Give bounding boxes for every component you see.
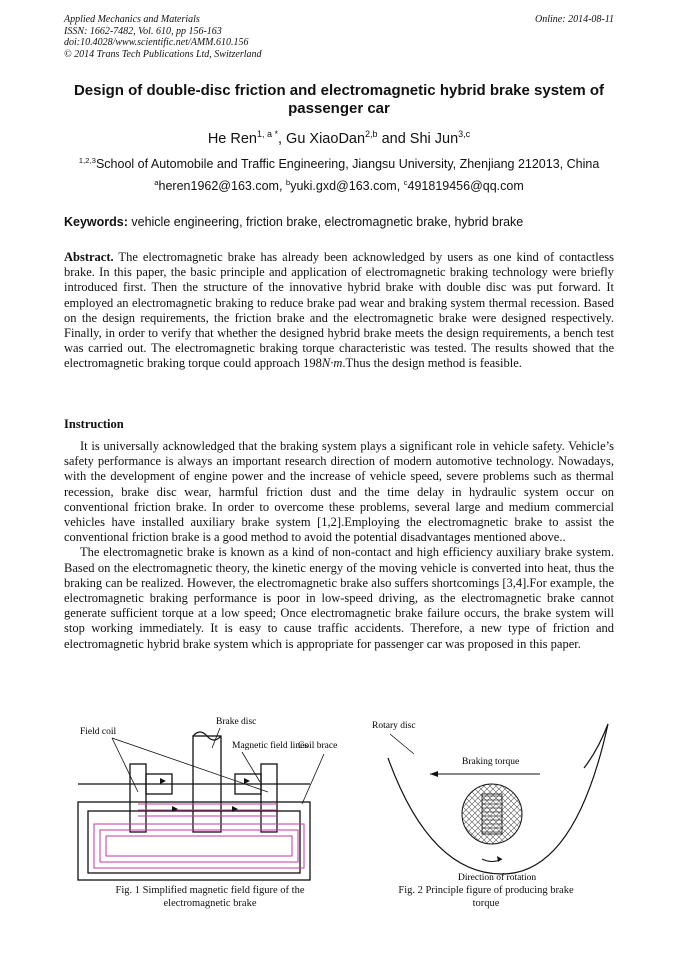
author-3-sup: 3,c <box>458 129 471 140</box>
online-date: Online: 2014-08-11 <box>535 14 614 25</box>
doi: doi:10.4028/www.scientific.net/AMM.610.156 <box>64 37 249 48</box>
affiliation-text: School of Automobile and Traffic Engineering, Jiangsu University, Zhenjiang 212013, China <box>95 157 600 171</box>
coil-brace-label: Coil brace <box>298 741 337 751</box>
author-2: Gu XiaoDan <box>286 131 366 147</box>
arrow-marks <box>160 778 250 812</box>
author-3: Shi Jun <box>409 131 459 147</box>
email-a-sup: a <box>154 177 159 187</box>
abstract-end: .Thus the design method is feasible. <box>342 356 522 371</box>
keywords-label: Keywords: <box>64 215 128 229</box>
email-c-sup: c <box>403 177 408 187</box>
issn: ISSN: 1662-7482, Vol. 610, pp 156-163 <box>64 25 222 37</box>
affiliation-sup: 1,2,3 <box>78 155 96 165</box>
figure-2-caption: Fig. 2 Principle figure of producing brake torque <box>398 885 574 909</box>
coil-brace-inner <box>88 811 300 873</box>
pole-core <box>482 794 502 834</box>
abstract-unit: N·m <box>321 356 343 371</box>
paragraph: The electromagnetic brake is known as a kind of non-contact and high efficiency auxiliary brake system. Based on the electromagnetic theory, the kinetic energy of the moving vehicle is converted into heat, thus the braking can be realized. However, the electromagnetic brake also suffers shortcomings [3,4].For example, the electromagnetic braking performance is poor in low-speed driving, as the electromagnetic brake cannot generate sufficient torque at a low speed; Once electromagnetic brake failure occurs, the brake system will stop working immediately. It is easy to cause traffic accidents. Therefore, a new type of friction and electromagnetic hybrid brake system which is appropriate for passenger car was proposed in this paper. <box>64 545 614 651</box>
abstract <box>64 250 614 372</box>
braking-torque-label: Braking torque <box>462 757 520 767</box>
copyright: © 2014 Trans Tech Publications Ltd, Switzerland <box>64 48 262 60</box>
keywords-text: vehicle engineering, friction brake, electromagnetic brake, hybrid brake <box>127 215 524 229</box>
journal-name: Applied Mechanics and Materials <box>64 14 200 25</box>
emails <box>0 179 678 193</box>
brake-disc-label: Brake disc <box>216 717 257 727</box>
keywords <box>64 215 614 229</box>
field-lines-label: Magnetic field lines <box>232 741 308 751</box>
authors-and: and <box>377 131 410 147</box>
abstract-text: The electromagnetic brake has already been acknowledged by users as one kind of contactless brake. In this paper, the basic principle and application of electromagnetic braking technology were briefly introduced first. Then the structure of the innovative hybrid brake with double disc was put forward. It employed an electromagnetic braking to reduce brake pad wear and braking system thermal recession. Based on the design requirements, the friction brake and the electromagnetic brake were designed respectively. Finally, in order to verify that whether the designed hybrid brake meets the design requirements, a bench test was carried out. The electromagnetic braking torque characteristic was tested. The results showed that the electromagnetic braking torque could approach 198 <box>64 250 614 371</box>
paragraph: It is universally acknowledged that the braking system plays a significant role in vehicle safety. Vehicle’s safety performance is always an important research direction of modern automotive technology. Nowadays, with the development of engine power and the increase of vehicle speed, severe problems such as thermal recession, brake disc wear, harmful friction dust and the time delay in hydraulic system occur on conventional friction brake. In order to overcome these problems, several large and medium commercial vehicles have installed auxiliary brake system [1,2].Employing the electromagnetic brake to assist the conventional friction brake is a good method to avoid the potential disadvantages mentioned above.. <box>64 439 614 545</box>
figure-1-caption: Fig. 1 Simplified magnetic field figure of the electromagnetic brake <box>115 885 305 909</box>
field-coil-label: Field coil <box>80 727 117 737</box>
email-a[interactable]: heren1962@163.com, <box>158 179 286 193</box>
figure-1 <box>72 714 337 886</box>
figure-2 <box>370 714 620 882</box>
field-lines <box>94 804 304 868</box>
email-b-sup: b <box>285 177 291 187</box>
right-coil-block <box>261 764 277 832</box>
intro-body <box>64 439 614 652</box>
left-coil-block <box>130 764 146 832</box>
abstract-label: Abstract. <box>64 250 114 264</box>
rotary-disc-label: Rotary disc <box>372 721 416 731</box>
paper-title: Design of double-disc friction and electromagnetic hybrid brake system of passenger car <box>73 82 605 117</box>
email-c[interactable]: 491819456@qq.com <box>407 179 524 193</box>
authors: He Ren$^{1, a *}$, Gu XiaoDan$^{2,b}$ and Shi Jun$^{3,c}$ <box>207 129 471 147</box>
author-1: He Ren <box>207 131 257 147</box>
direction-label: Direction of rotation <box>458 873 537 882</box>
email-b[interactable]: yuki.gxd@163.com, <box>290 179 404 193</box>
affiliation <box>0 157 678 171</box>
author-2-sup: 2,b <box>365 129 378 140</box>
author-1-sup: 1, a * <box>257 129 278 140</box>
section-heading: Instruction <box>64 417 124 431</box>
journal-header <box>64 14 614 60</box>
